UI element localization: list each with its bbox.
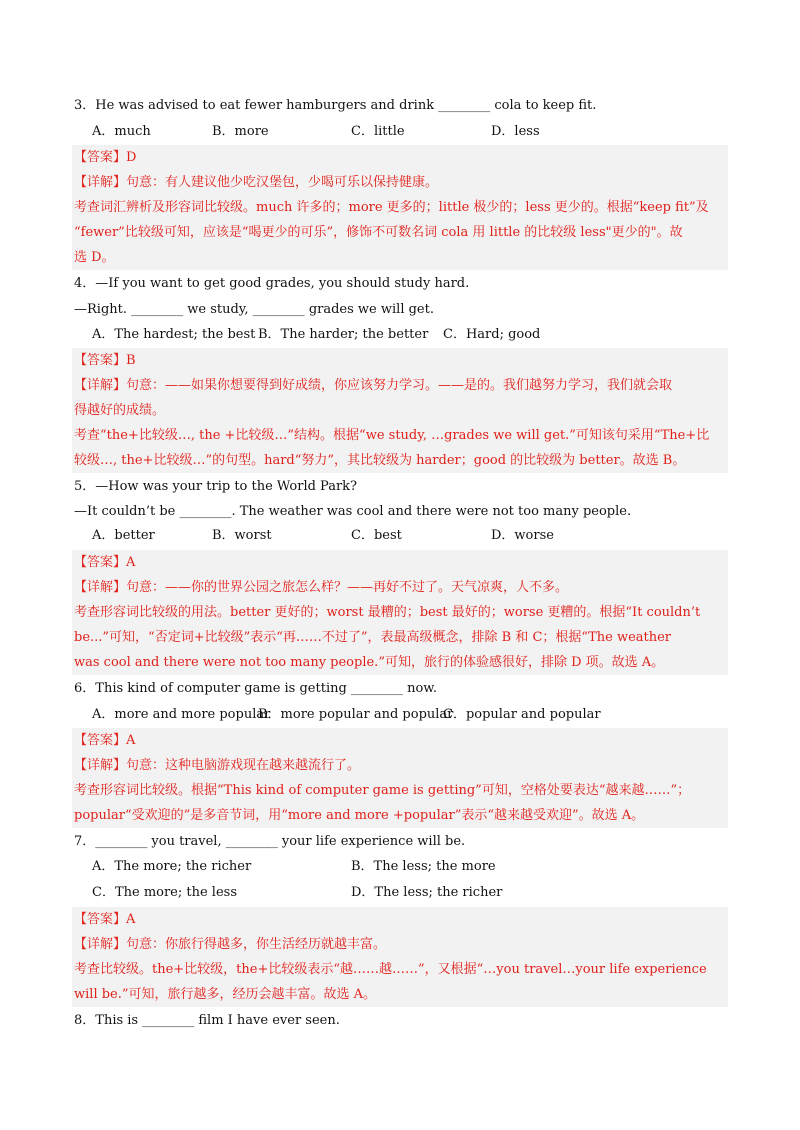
- q4-explanation-line: 较级…, the+比较级…”的句型。hard“努力”，其比较级为 harder；good 的比较级为 better。故选 B。: [74, 453, 686, 468]
- q3-option-d: D．less: [491, 124, 540, 139]
- q3-explanation-line: 考查词汇辨析及形容词比较级。much 许多的；more 更多的；little 极少的；less 更少的。根据“keep fit”及: [74, 200, 709, 215]
- q6-explanation-line: 【详解】句意：这种电脑游戏现在越来越流行了。: [74, 758, 361, 773]
- q5-explanation-line: 【详解】句意：——你的世界公园之旅怎么样？——再好不过了。天气凉爽，人不多。: [74, 580, 569, 595]
- q3-answer-block: [72, 145, 728, 270]
- q4-answer-block: [72, 348, 728, 473]
- question-4-line-2: —Right. ________ we study, ________ grades we will get.: [74, 302, 434, 317]
- q3-option-c: C．little: [351, 124, 405, 139]
- q7-explanation-line: 【详解】句意：你旅行得越多，你生活经历就越丰富。: [74, 937, 387, 952]
- q7-explanation-line: will be.”可知，旅行越多，经历会越丰富。故选 A。: [74, 987, 377, 1002]
- q5-answer: 【答案】A: [74, 555, 136, 570]
- question-7: 7．________ you travel, ________ your life experience will be.: [74, 834, 466, 849]
- question-5: 5．—How was your trip to the World Park?: [74, 479, 358, 494]
- question-8: 8．This is ________ film I have ever seen.: [74, 1013, 340, 1028]
- q6-option-a: A．more and more popular: [92, 707, 271, 722]
- q3-explanation-line: 选 D。: [74, 250, 115, 265]
- q7-answer-block: [72, 907, 728, 1007]
- q7-answer: 【答案】A: [74, 912, 136, 927]
- q7-explanation-line: 考查比较级。the+比较级，the+比较级表示“越……越……”，又根据“…you travel…your life experience: [74, 962, 707, 977]
- q5-explanation-line: be...”可知，“否定词+比较级”表示“再……不过了”，表最高级概念，排除 B 和 C；根据“The weather: [74, 630, 672, 645]
- q5-explanation-line: 考查形容词比较级的用法。better 更好的；worst 最糟的；best 最好的；worse 更糟的。根据“It couldn’t: [74, 605, 701, 620]
- q6-option-b: B．more popular and popular: [258, 707, 454, 722]
- q3-answer: 【答案】D: [74, 150, 137, 165]
- q4-option-c: C．Hard; good: [443, 327, 541, 342]
- q5-option-b: B．worst: [212, 528, 272, 543]
- q6-explanation-line: popular“受欢迎的”是多音节词，用“more and more +popular”表示“越来越受欢迎”。故选 A。: [74, 808, 645, 823]
- q7-option-d: D．The less; the richer: [351, 885, 503, 900]
- q6-answer-block: [72, 728, 728, 828]
- q4-explanation-line: 考查“the+比较级…, the +比较级…”结构。根据“we study, …grades we will get.”可知该句采用“The+比: [74, 428, 710, 443]
- q6-option-c: C．popular and popular: [443, 707, 601, 722]
- q3-option-b: B．more: [212, 124, 269, 139]
- q3-option-a: A．much: [92, 124, 151, 139]
- question-6: 6．This kind of computer game is getting ________ now.: [74, 681, 437, 696]
- q7-option-a: A．The more; the richer: [92, 859, 252, 874]
- q3-explanation-line: 【详解】句意：有人建议他少吃汉堡包，少喝可乐以保持健康。: [74, 175, 439, 190]
- q4-answer: 【答案】B: [74, 353, 136, 368]
- q7-option-b: B．The less; the more: [351, 859, 496, 874]
- q7-option-c: C．The more; the less: [92, 885, 238, 900]
- question-4: 4．—If you want to get good grades, you should study hard.: [74, 276, 470, 291]
- q6-explanation-line: 考查形容词比较级。根据“This kind of computer game is getting”可知，空格处要表达“越来越……”；: [74, 783, 691, 798]
- q5-option-c: C．best: [351, 528, 402, 543]
- q4-option-b: B．The harder; the better: [258, 327, 429, 342]
- q3-explanation-line: “fewer”比较级可知，应该是“喝更少的可乐”，修饰不可数名词 cola 用 little 的比较级 less"更少的"。故: [74, 225, 683, 240]
- question-5-line-2: —It couldn’t be ________. The weather was cool and there were not too many people.: [74, 504, 632, 519]
- question-3: 3．He was advised to eat fewer hamburgers and drink ________ cola to keep fit.: [74, 98, 597, 113]
- q6-answer: 【答案】A: [74, 733, 136, 748]
- q4-option-a: A．The hardest; the best: [92, 327, 256, 342]
- q5-explanation-line: was cool and there were not too many people.”可知，旅行的体验感很好，排除 D 项。故选 A。: [74, 655, 665, 670]
- q5-option-a: A．better: [92, 528, 155, 543]
- q4-explanation-line: 【详解】句意：——如果你想要得到好成绩，你应该努力学习。——是的。我们越努力学习，我们就会取: [74, 378, 673, 393]
- q5-answer-block: [72, 550, 728, 675]
- q4-explanation-line: 得越好的成绩。: [74, 403, 166, 418]
- q5-option-d: D．worse: [491, 528, 554, 543]
